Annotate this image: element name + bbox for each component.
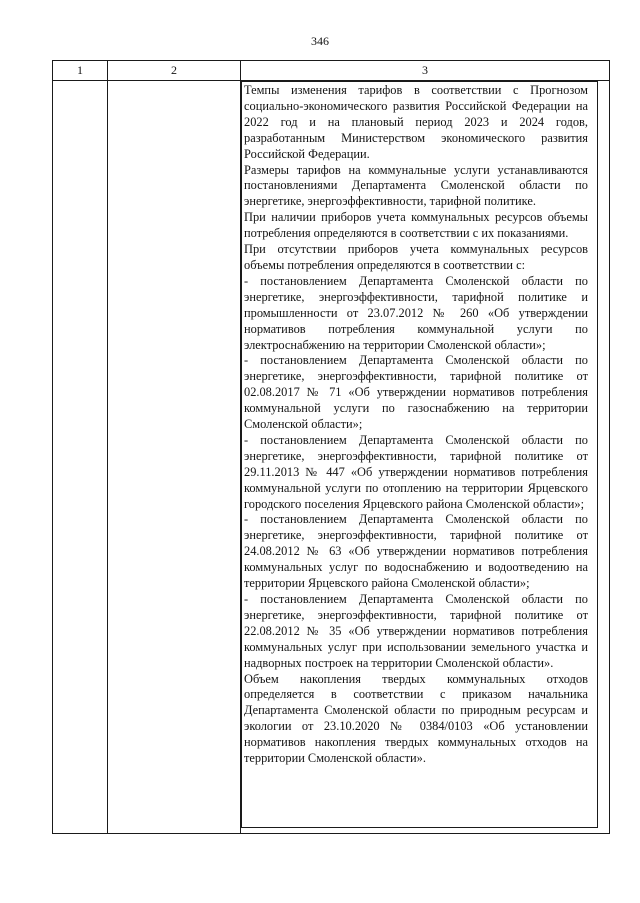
list-item-heating: - постановлением Департамента Смоленской области по энергетике, энергоэффективности, тарифной политике от 29.11.2013 № 447 «Об утверждении нормативов потребления коммунальной услуги по отоплению на территории Ярцевского городского поселения Ярцевского района Смоленской области»; [244,432,588,511]
list-item-water: - постановлением Департамента Смоленской области по энергетике, энергоэффективности, тарифной политике от 24.08.2012 № 63 «Об утверждении нормативов потребления коммунальных услуг по водоснабжению и водоотведению на территории Ярцевского района Смоленской области»; [244,512,588,591]
paragraph-without-meters: При отсутствии приборов учета коммунальных ресурсов объемы потребления определяются в соответствии с: [244,242,588,272]
header-cell-col1: 1 [77,63,83,77]
header-cell-col3: 3 [422,63,428,77]
paragraph-solid-waste: Объем накопления твердых коммунальных отходов определяется в соответствии с приказом начальника Департамента Смоленской области по природным ресурсам и экологии от 23.10.2020 № 0384/0103 «Об установлении нормативов накопления твердых коммунальных отходов на территории Смоленской области». [244,671,588,766]
list-item-electricity: - постановлением Департамента Смоленской области по энергетике, энергоэффективности, тарифной политике и промышленности от 23.07.2012 № 260 «Об утверждении нормативов потребления коммунальной услуги по электроснабжению на территории Смоленской области»; [244,273,588,352]
table-header-row [53,61,609,81]
list-item-land-plot: - постановлением Департамента Смоленской области по энергетике, энергоэффективности, тарифной политике от 22.08.2012 № 35 «Об утверждении нормативов потребления коммунальных услуг при использовании земельного участка и надворных построек на территории Смоленской области». [244,592,588,670]
paragraph-forecast: Темпы изменения тарифов в соответствии с Прогнозом социально-экономического развития Российской Федерации на 2022 год и на плановый период 2023 и 2024 годов, разработанным Министерством экономического развития Российской Федерации. [244,83,588,161]
paragraph-with-meters: При наличии приборов учета коммунальных ресурсов объемы потребления определяются в соответствии с их показаниями. [244,210,588,241]
header-cell-col2: 2 [171,63,177,77]
paragraph-tariff-sizes: Размеры тарифов на коммунальные услуги устанавливаются постановлениями Департамента Смоленской области по энергетике, энергоэффективности, тарифной политике. [244,162,588,209]
column-3-content [244,83,588,767]
page-number: 346 [311,34,329,48]
column-divider-1 [107,61,108,833]
document-table [52,60,610,834]
list-item-gas: - постановлением Департамента Смоленской области по энергетике, энергоэффективности, тарифной политике от 02.08.2017 № 71 «Об утверждении нормативов потребления коммунальной услуги по газоснабжению на территории Смоленской области»; [244,353,588,432]
